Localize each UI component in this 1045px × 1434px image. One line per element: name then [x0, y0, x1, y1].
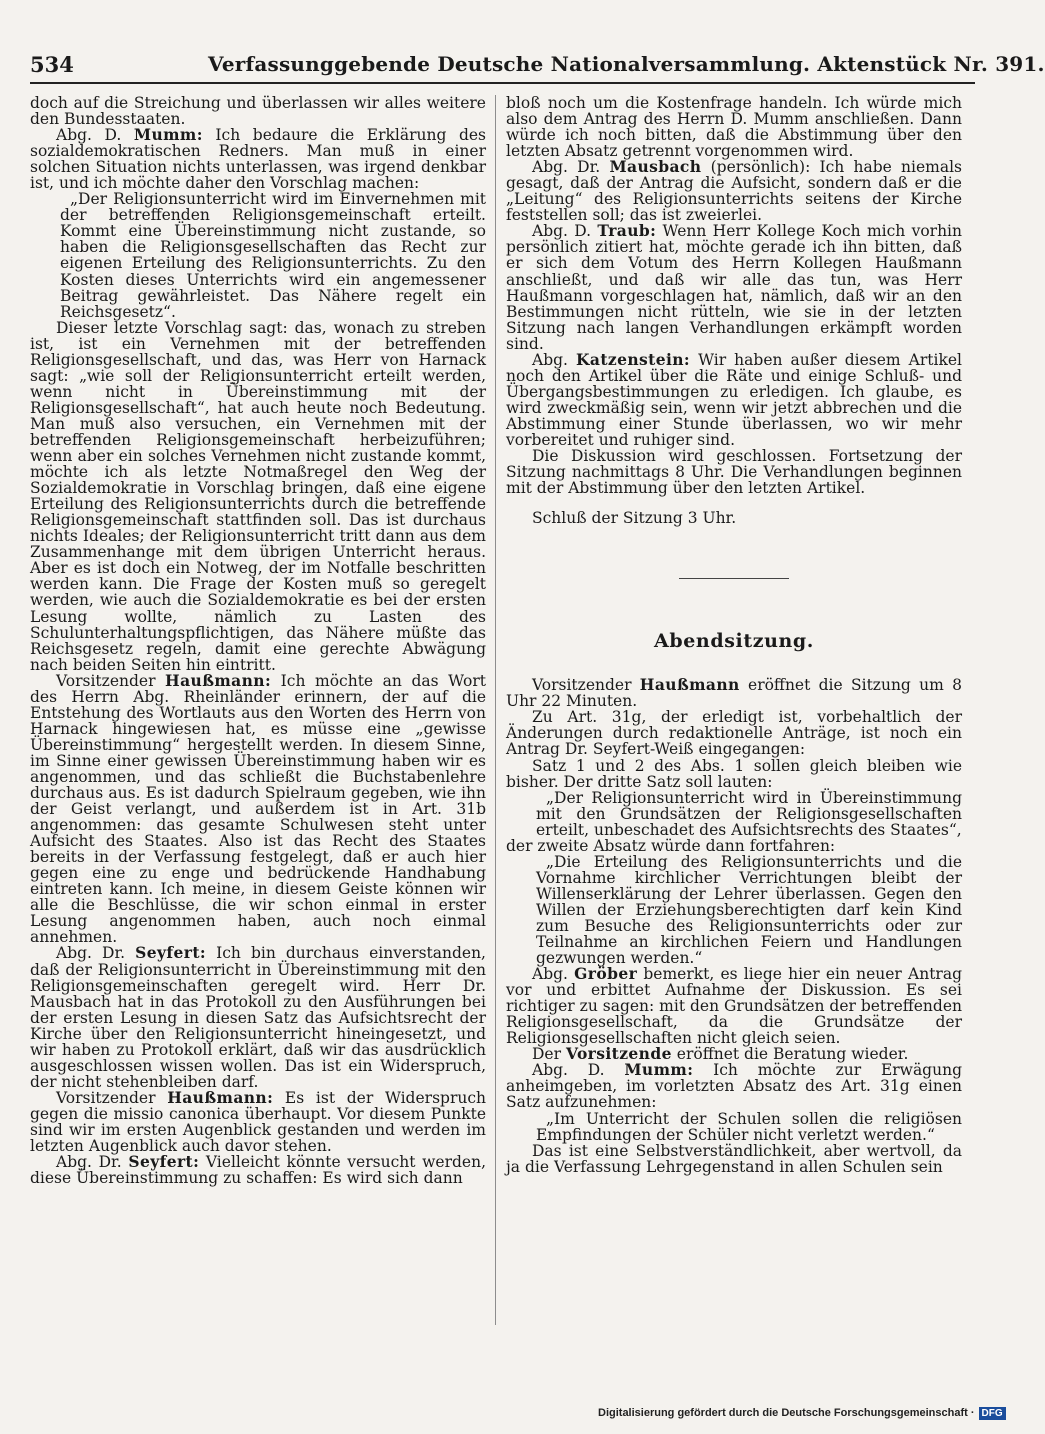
speaker-name: Vorsitzende: [565, 1044, 672, 1064]
speaker-title: Abg. Dr.: [56, 1153, 129, 1172]
footer-credit: [598, 1407, 1006, 1420]
dfg-logo: DFG: [979, 1407, 1006, 1420]
speaker-title: Abg.: [532, 350, 577, 369]
paragraph: doch auf die Streichung und überlassen wir alles weitere den Bundesstaaten.: [30, 94, 486, 129]
speech-mausbach: [506, 159, 962, 223]
speech-mumm: [506, 1062, 962, 1110]
speech-text: Ich möchte an das Wort des Herrn Abg. Rheinländer erinnern, der auf die Entstehung des Wortlauts aus den Worten des Herrn von Harnack hingewiesen hat, es müsse eine „gewisse Übereinstimmung“ hergestellt werden. In diesem Sinne, im Sinne einer gewissen Übereinstimmung haben wir es angenommen, und das schließt die Buchstabenlehre durchaus aus. Es ist dadurch Spielraum gegeben, wie ihn der Geist verlangt, und außerdem ist in Art. 31b angenommen: das gesamte Schulwesen steht unter Aufsicht des Staates. Also ist das Recht des Staates bereits in der Verfassung festgelegt, daß er auch hier gegen eine zu enge und bedrückende Handhabung eintreten kann. Ich meine, in diesem Geiste können wir alle die Beschlüsse, die wir schon einmal in erster Lesung angenommen haben, auch noch einmal annehmen.: [30, 671, 486, 947]
speech-seyfert: [30, 1154, 486, 1186]
speaker-name: Haußmann:: [167, 1087, 274, 1107]
speech-text: Ich bedaure die Erklärung des sozialdemokratischen Redners. Man muß in einer solchen Situation nichts unterlassen, was irgend denkbar ist, und ich möchte daher den Vorschlag machen:: [30, 126, 486, 193]
right-column: [506, 95, 962, 1175]
running-title: Verfassunggebende Deutsche Nationalversammlung. Aktenstück Nr. 391.: [208, 52, 1045, 76]
speaker-name: Traub:: [597, 221, 657, 241]
paragraph: der zweite Absatz würde dann fortfahren:: [506, 836, 836, 855]
speaker-name: Seyfert:: [128, 1152, 200, 1172]
speech-text: Ich möchte zur Erwägung anheimgeben, im vorletzten Absatz des Art. 31g einen Satz aufzunehmen:: [506, 1061, 962, 1112]
speech-haussmann: [30, 1087, 486, 1156]
speech-traub: [506, 223, 962, 351]
section-title: Abendsitzung.: [653, 630, 815, 653]
speaker-title: Abg.: [532, 965, 575, 984]
proposal-quote: „Im Unterricht der Schulen sollen die religiösen Empfindungen der Schüler nicht verletzt werden.“: [536, 1109, 962, 1144]
speech-vorsitzende: [506, 1046, 962, 1062]
speech-haussmann: [30, 670, 486, 947]
speech-text: Ich bin durchaus einverstanden, daß der Religionsunterricht in Übereinstimmung mit den Religionsgemeinschaften geregelt wird. Herr Dr. Mausbach hat in das Protokoll zu den Ausführungen bei der ersten Lesung in diesen Satz das Aufsichtsrecht der Kirche über den Religionsunterricht hineingesetzt, und wir haben zu Protokoll erklärt, daß wir das ausdrücklich ausgeschlossen wissen wollen. Das ist ein Widerspruch, der nicht stehenbleiben darf.: [30, 944, 486, 1091]
column-divider: [495, 95, 496, 1325]
speech-groeber: [506, 966, 962, 1046]
speech-text: Wenn Herr Kollege Koch mich vorhin persönlich zitiert hat, möchte gerade ich ihn bitten, daß er sich dem Votum des Herrn Kollegen Haußmann anschließt, und daß wir alle das tun, was Herr Haußmann vorgeschlagen hat, nämlich, daß wir an den Bestimmungen nicht rütteln, wie sie in der letzten Sitzung nach langen Verhandlungen erkämpft worden sind.: [506, 222, 962, 353]
speaker-name: Haußmann:: [165, 670, 272, 690]
left-column: [30, 95, 486, 1186]
speaker-name: Katzenstein:: [576, 349, 691, 369]
speech-text: eröffnet die Sitzung um 8 Uhr 22 Minuten.: [506, 676, 963, 711]
speaker-title: Abg. D.: [532, 1061, 625, 1080]
paragraph: Schluß der Sitzung 3 Uhr.: [532, 509, 737, 528]
proposal-quote: „Der Religionsunterricht wird im Einvernehmen mit der betreffenden Religionsgemeinschaft erteilt. Kommt eine Übereinstimmung nicht zustande, so haben die Religionsgesellschaften das Recht zur eigenen Erteilung des Religionsunterrichts. Zu den Kosten dieses Unterrichts wird ein angemessener Beitrag gewährleistet. Das Nähere regelt ein Reichsgesetz“.: [60, 190, 486, 321]
section-rule: [679, 578, 789, 579]
paragraph: Dieser letzte Vorschlag sagt: das, wonach zu streben ist, ist ein Vernehmen mit der betreffenden Religionsgesellschaft, und das, was Herr von Harnack sagt: „wie soll der Religionsunterricht erteilt werden, wenn nicht in Übereinstimmung mit der Religionsgesellschaft“, hat auch heute noch Bedeutung. Man muß also versuchen, ein Vernehmen mit der betreffenden Religionsgemeinschaft herbeizuführen; wenn aber ein solches Vernehmen nicht zustande kommt, möchte ich als letzte Notmaßregel den Weg der Sozialdemokratie in Vorschlag bringen, daß eine eigene Erteilung des Religionsunterrichts durch die betreffende Religionsgemeinschaft stattfinden soll. Das ist durchaus nichts Ideales; der Religionsunterricht tritt dann aus dem Zusammenhange mit dem übrigen Unterricht heraus. Aber es ist doch ein Notweg, der im Notfalle beschritten werden kann. Die Frage der Kosten muß so geregelt werden, wie auch die Sozialdemokratie es bei der ersten Lesung wollte, nämlich zu Lasten des Schulunterhaltungspflichtigen, das Nähere müßte das Reichsgesetz regeln, damit eine gerechte Abwägung nach beiden Seiten hin eintritt.: [30, 318, 486, 674]
speech-text: bemerkt, es liege hier ein neuer Antrag vor und erbittet Aufnahme der Diskussion. Es sei richtiger zu sagen: mit den Grundsätzen der betreffenden Religionsgesellschaft, da die Grundsätze der Religionsgesellschaften nicht gleich seien.: [506, 965, 962, 1048]
paragraph: Zu Art. 31g, der erledigt ist, vorbehaltlich der Änderungen durch redaktionelle Anträge, ist noch ein Antrag Dr. Seyfert-Weiß eingegangen:: [506, 708, 962, 759]
speech-text: (persönlich): Ich habe niemals gesagt, daß der Antrag die Aufsicht, sondern daß er die „Leitung“ des Religionsunterrichts seitens der Kirche feststellen soll; das ist zweierlei.: [506, 158, 962, 225]
speech-katzenstein: [506, 349, 962, 449]
speaker-title: Vorsitzender: [56, 1088, 168, 1107]
amendment-quote: „Die Erteilung des Religionsunterrichts und die Vornahme kirchlicher Verrichtungen bleibt der Willenserklärung der Lehrer überlassen. Gegen den Willen der Erziehungsberechtigten darf kein Kind zum Besuche des Religionsunterrichts oder zur Teilnahme an kirchlichen Feiern und Handlungen gezwungen werden.“: [536, 852, 962, 968]
speaker-name: Mumm:: [133, 125, 203, 145]
speaker-title: Vorsitzender: [532, 676, 640, 695]
speech-mumm: [30, 127, 486, 191]
paragraph: Das ist eine Selbstverständlichkeit, aber wertvoll, da ja die Verfassung Lehrgegenstand in allen Schulen sein: [506, 1141, 962, 1176]
speech-text: eröffnet die Beratung wieder.: [671, 1045, 909, 1064]
page-header: [30, 52, 1045, 84]
speech-seyfert: [30, 945, 486, 1089]
spacer: [506, 496, 962, 510]
speaker-title: Vorsitzender: [56, 671, 166, 690]
speaker-name: Mumm:: [624, 1060, 694, 1080]
footer-text: Digitalisierung gefördert durch die Deutsche Forschungsgemeinschaft ·: [598, 1407, 975, 1419]
speaker-title: Abg. Dr.: [56, 944, 136, 963]
speaker-name: Haußmann: [639, 675, 740, 695]
speech-haussmann: [506, 677, 962, 709]
speech-text: Es ist der Widerspruch gegen die missio canonica überhaupt. Vor diesem Punkte sind wir im ersten Augenblick gestanden und werden im letzten Augenblick auch davor stehen.: [30, 1088, 486, 1156]
speaker-name: Mausbach: [609, 157, 702, 177]
speaker-title: Der: [532, 1045, 566, 1064]
speech-text: Vielleicht könnte versucht werden, diese Übereinstimmung zu schaffen: Es wird sich dann: [30, 1153, 486, 1188]
speech-text: Wir haben außer diesem Artikel noch den Artikel über die Räte und einige Schluß- und Übergangsbestimmungen zu erledigen. Ich glaube, es wird zweckmäßig sein, wenn wir jetzt abbrechen und die Abstimmung einer Stunde überlassen, wo wir mehr vorbereitet und ruhiger sind.: [506, 350, 962, 449]
paragraph: bloß noch um die Kostenfrage handeln. Ich würde mich also dem Antrag des Herrn D. Mumm anschließen. Dann würde ich noch bitten, daß die Abstimmung über den letzten Absatz getrennt vorgenommen wird.: [506, 94, 962, 161]
paragraph: Die Diskussion wird geschlossen. Fortsetzung der Sitzung nachmittags 8 Uhr. Die Verhandlungen beginnen mit der Abstimmung über den letzten Artikel.: [506, 447, 962, 498]
speaker-title: Abg. D.: [56, 126, 134, 145]
paragraph: Satz 1 und 2 des Abs. 1 sollen gleich bleiben wie bisher. Der dritte Satz soll lauten:: [506, 756, 962, 791]
speaker-title: Abg. Dr.: [532, 158, 610, 177]
speaker-title: Abg. D.: [532, 222, 598, 241]
speaker-name: Seyfert:: [135, 943, 207, 963]
page-number: 534: [30, 52, 74, 77]
amendment-quote: „Der Religionsunterricht wird in Übereinstimmung mit den Grundsätzen der Religionsgesellschaften erteilt, unbeschadet des Aufsichtsrechts des Staates“,: [536, 788, 962, 839]
speaker-name: Gröber: [574, 964, 638, 984]
